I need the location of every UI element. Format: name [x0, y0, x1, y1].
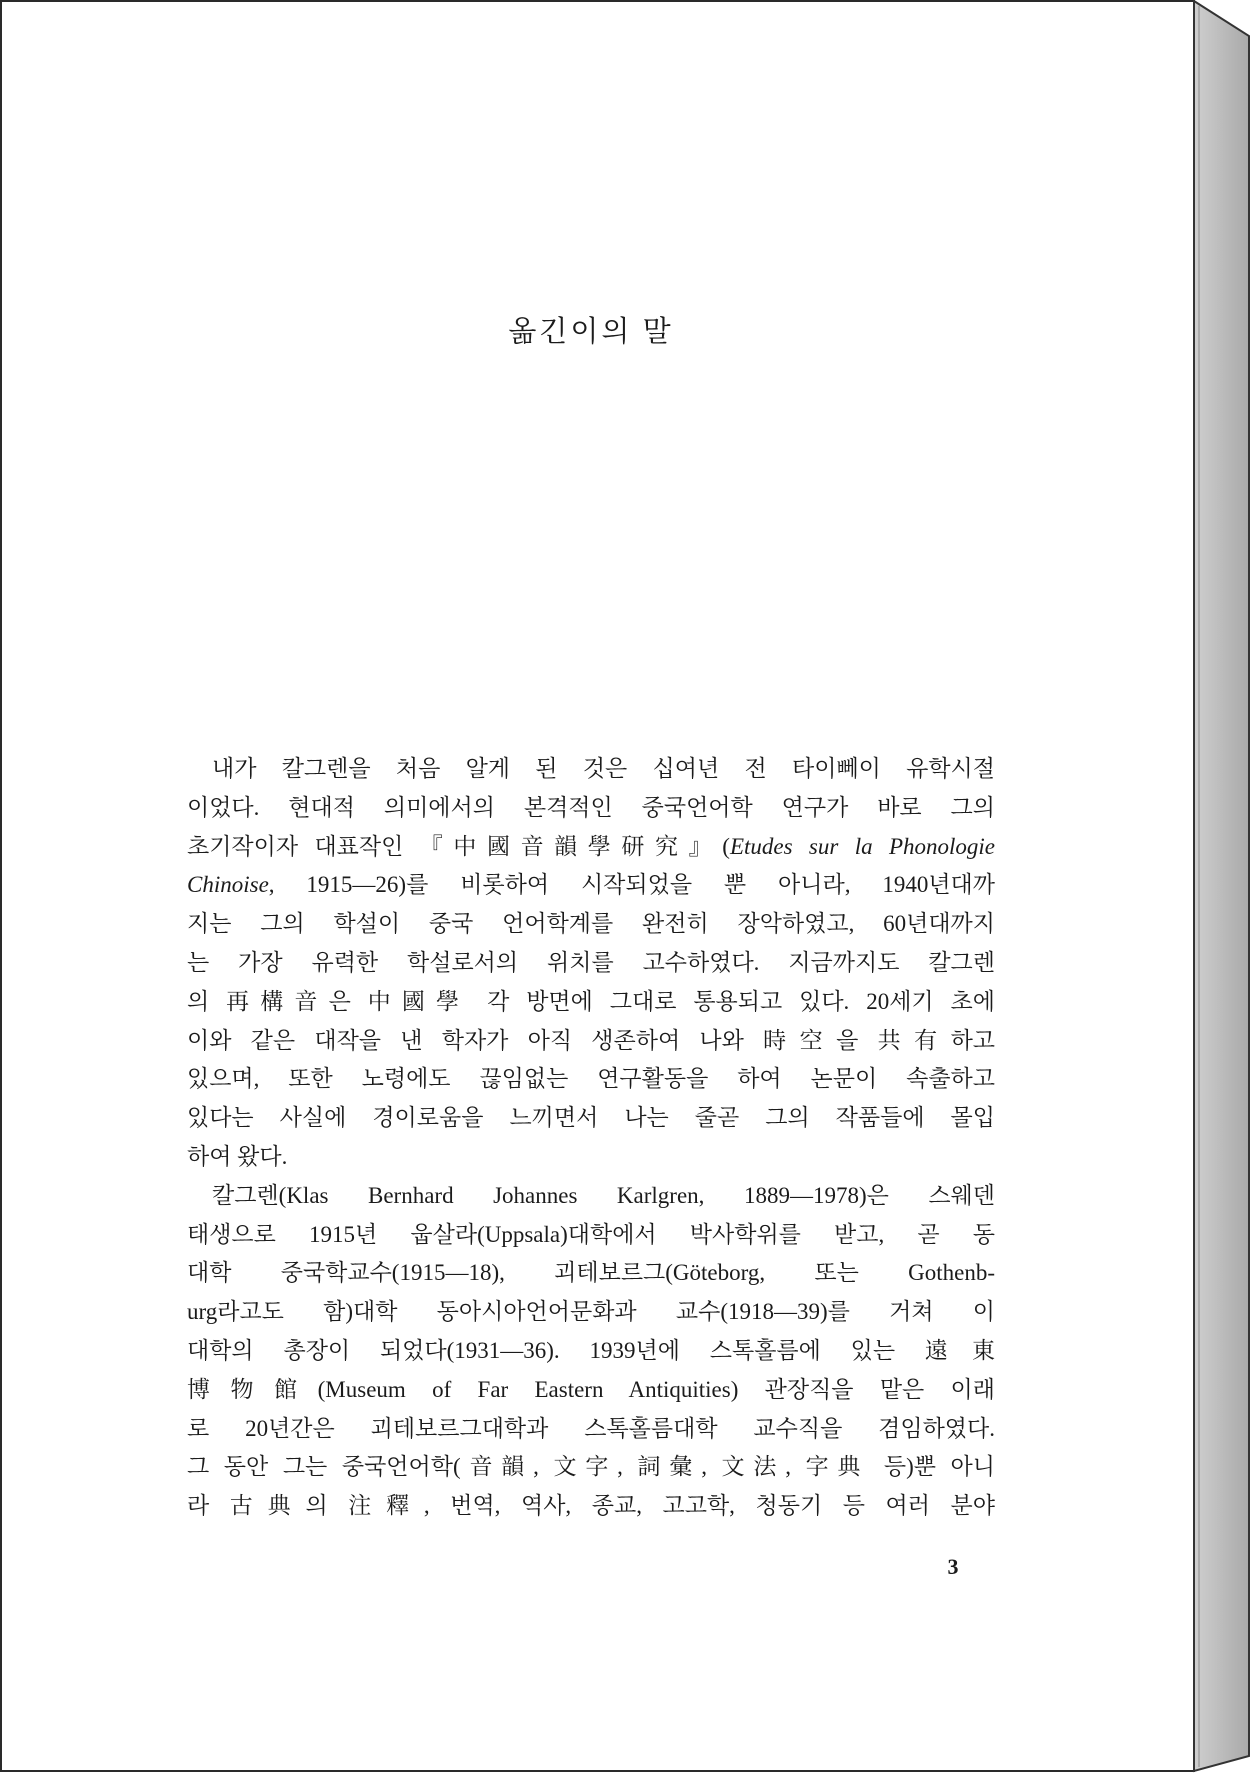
body-line [187, 1177, 995, 1216]
chapter-title: 옮긴이의 말 [508, 316, 674, 348]
line-text: 이었다. 현대적 의미에서의 본격적인 중국언어학 연구가 바로 그의 [187, 794, 995, 820]
body-line [187, 1216, 995, 1255]
body-line [187, 1254, 995, 1293]
line-text: 로 20년간은 괴테보르그대학과 스톡홀름대학 교수직을 겸임하였다. [187, 1415, 995, 1441]
body-line [187, 944, 995, 983]
line-text: 칼그렌(Klas Bernhard Johannes Karlgren, 1889—1978)은 스웨덴 [212, 1182, 995, 1208]
line-text: 태생으로 1915년 웁살라(Uppsala)대학에서 박사학위를 받고, 곧 동 [187, 1221, 995, 1247]
line-text: 대학의 총장이 되었다(1931—36). 1939년에 스톡홀름에 있는 遠東 [187, 1337, 995, 1363]
line-text: 는 가장 유력한 학설로서의 위치를 고수하였다. 지금까지도 칼그렌 [187, 949, 995, 975]
line-text: 있다는 사실에 경이로움을 느끼면서 나는 줄곧 그의 작품들에 몰입 [187, 1105, 995, 1131]
line-text: 있으며, 또한 노령에도 끊임없는 연구활동을 하여 논문이 속출하고 [187, 1066, 995, 1092]
body-line [187, 789, 995, 828]
body-line [187, 1332, 995, 1371]
body-line [187, 750, 995, 789]
line-text: 라 古典의 注釋, 번역, 역사, 종교, 고고학, 청동기 등 여러 분야 [187, 1493, 995, 1519]
body-line [187, 1410, 995, 1449]
body-line [187, 1022, 995, 1061]
body-line [187, 866, 995, 905]
line-text-italic: Etudes sur la Phonologie [729, 833, 995, 859]
body-line [187, 828, 995, 867]
body-line [187, 1099, 995, 1138]
body-line [187, 1060, 995, 1099]
line-text: 이와 같은 대작을 낸 학자가 아직 생존하여 나와 時空을 共有하고 [187, 1027, 995, 1053]
line-text: 그 동안 그는 중국언어학(音韻, 文字, 詞彙, 文法, 字典 등)뿐 아니 [187, 1454, 995, 1480]
body-line [187, 983, 995, 1022]
line-text: 하여 왔다. [187, 1143, 288, 1169]
body-line [187, 905, 995, 944]
body-line [187, 1487, 995, 1526]
body-line [187, 1293, 995, 1332]
body-line [187, 1371, 995, 1410]
page-spine-edge [1194, 1, 1249, 1771]
line-text: 대학 중국학교수(1915—18), 괴테보르그(Göteborg, 또는 Gothenb- [187, 1260, 995, 1286]
line-text: 博物館(Museum of Far Eastern Antiquities) 관장직을 맡은 이래 [187, 1376, 995, 1402]
body-line [187, 1138, 995, 1177]
line-text-italic: Chinoise [187, 872, 269, 898]
line-text: , 1915—26)를 비롯하여 시작되었을 뿐 아니라, 1940년대까 [268, 872, 995, 898]
line-text: urg라고도 함)대학 동아시아언어문화과 교수(1918—39)를 거쳐 이 [187, 1299, 995, 1325]
page-number: 3 [947, 1554, 959, 1579]
body-text [187, 750, 995, 1526]
line-text: 지는 그의 학설이 중국 언어학계를 완전히 장악하였고, 60년대까지 [187, 911, 995, 937]
line-text: 의 再構音은 中國學 각 방면에 그대로 통용되고 있다. 20세기 초에 [187, 988, 995, 1014]
line-text: 내가 칼그렌을 처음 알게 된 것은 십여년 전 타이뻬이 유학시절 [212, 756, 995, 781]
body-line [187, 1448, 995, 1487]
line-text: 초기작이자 대표작인 『中國音韻學研究』( [187, 833, 730, 859]
